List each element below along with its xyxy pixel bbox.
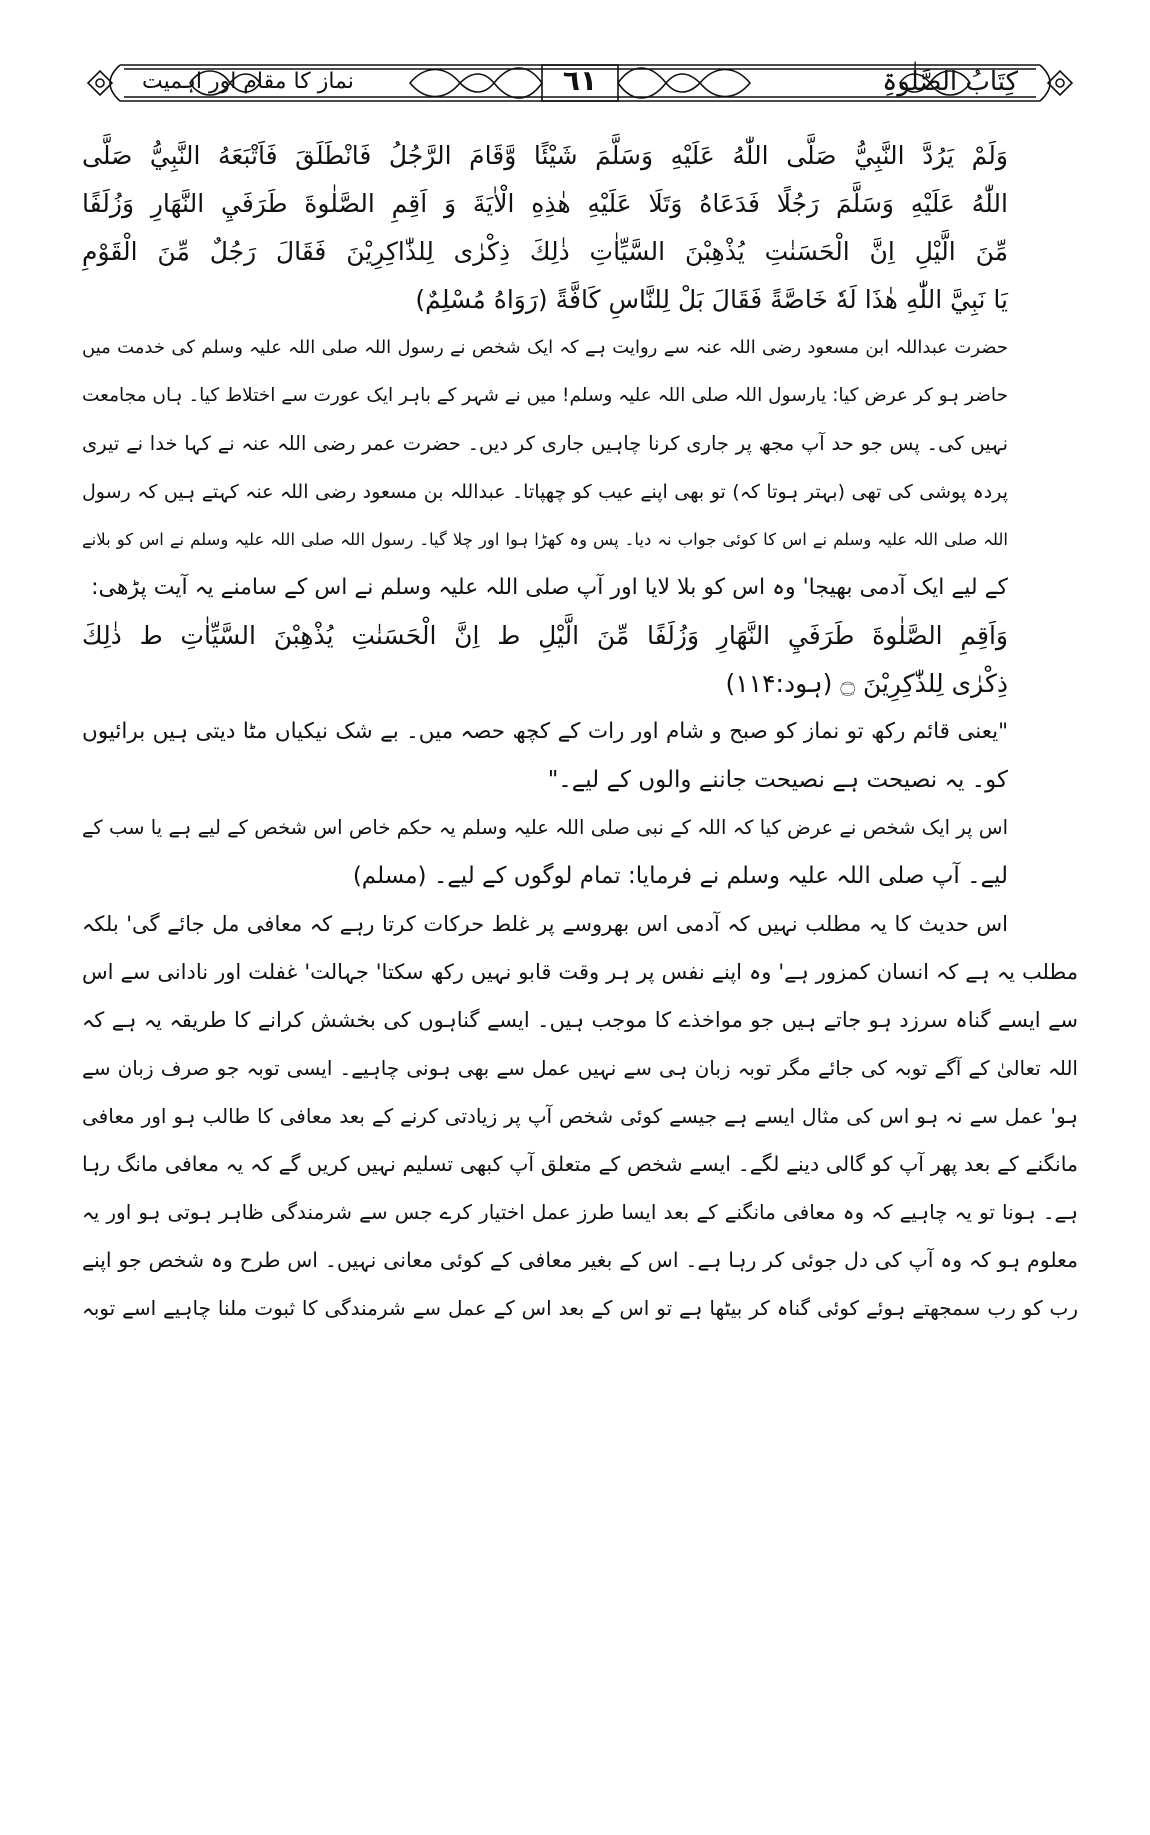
text-line: اس حدیث کا یہ مطلب نہیں کہ آدمی اس بھروسے پر غلط حرکات کرتا رہے کہ معافی مل جائے گی' بلکہ bbox=[82, 912, 1008, 936]
page-number: ٦١ bbox=[562, 64, 598, 97]
text-line: مانگنے کے بعد پھر آپ کو گالی دینے لگے۔ ایسے شخص کے متعلق آپ کبھی تسلیم نہیں کریں گے کہ یہ معافی مانگ رہا bbox=[82, 1152, 1078, 1176]
page-body bbox=[82, 132, 1078, 1332]
text-line: سے ایسے گناہ سرزد ہو جاتے ہیں جو مواخذے کا موجب ہیں۔ ایسے گناہوں کی بخشش کرانے کا طریقہ یہ ہے کہ bbox=[82, 1008, 1078, 1032]
text-line: مطلب یہ ہے کہ انسان کمزور ہے' وہ اپنے نفس پر ہر وقت قابو نہیں رکھ سکتا' جہالت' غفلت اور نادانی سے اس bbox=[82, 960, 1078, 984]
text-line: وَلَمْ يَرُدَّ النَّبِيُّ صَلَّى اللّٰهُ عَلَيْهِ وَسَلَّمَ شَيْئًا وَّقَامَ الرَّجُلُ فَانْطَلَقَ فَاَتْبَعَهُ النَّبِيُّ صَلَّى bbox=[82, 141, 1008, 170]
text-line: ہے۔ ہونا تو یہ چاہیے کہ وہ معافی مانگنے کے بعد ایسا طرز عمل اختیار کرے جس سے شرمندگی ظاہر ہوتی ہو اور یہ bbox=[82, 1200, 1078, 1224]
text-line: اللہ صلی اللہ علیہ وسلم نے اس کا کوئی جواب نہ دیا۔ پس وہ کھڑا ہوا اور چلا گیا۔ رسول اللہ صلی اللہ علیہ وسلم نے اس کو بلانے bbox=[82, 530, 1008, 549]
text-line: اس پر ایک شخص نے عرض کیا کہ اللہ کے نبی صلی اللہ علیہ وسلم یہ حکم خاص اس شخص کے لیے ہے یا سب کے bbox=[82, 816, 1008, 839]
text-line: لیے۔ آپ صلی اللہ علیہ وسلم نے فرمایا: تمام لوگوں کے لیے۔ (مسلم) bbox=[352, 863, 1008, 889]
text-line: اللہ تعالیٰ کے آگے توبہ کی جائے مگر توبہ زبان ہی سے نہیں عمل سے بھی ہونی چاہیے۔ ایسی توبہ جو صرف زبان سے bbox=[82, 1056, 1078, 1080]
text-line: يَا نَبِيَّ اللّٰهِ هٰذَا لَهٗ خَاصَّةً فَقَالَ بَلْ لِلنَّاسِ كَافَّةً (رَوَاهُ مُسْلِمٌ) bbox=[415, 285, 1008, 314]
text-line: حضرت عبداللہ ابن مسعود رضی اللہ عنہ سے روایت ہے کہ ایک شخص نے رسول اللہ صلی اللہ علیہ وسلم کی خدمت میں bbox=[82, 337, 1008, 358]
text-line: حاضر ہو کر عرض کیا: یارسول اللہ صلی اللہ علیہ وسلم! میں نے شہر کے باہر ایک عورت سے اختلاط کیا۔ ہاں مجامعت bbox=[82, 385, 1008, 406]
text-line: کے لیے ایک آدمی بھیجا' وہ اس کو بلا لایا اور آپ صلی اللہ علیہ وسلم نے اس کے سامنے یہ آیت پڑھی: bbox=[91, 575, 1008, 600]
text-line: اللّٰهُ عَلَيْهِ وَسَلَّمَ رَجُلًا فَدَعَاهُ وَتَلَا عَلَيْهِ هٰذِهِ الْاٰيَةَ وَ اَقِمِ الصَّلٰوةَ طَرَفَيِ النَّهَارِ وَزُلَفًا bbox=[82, 189, 1008, 218]
text-line: رب کو رب سمجھتے ہوئے کوئی گناہ کر بیٹھا ہے تو اس کے بعد اس کے عمل سے شرمندگی کا ثبوت ملنا چاہیے اسے توبہ bbox=[82, 1296, 1078, 1320]
text-line: ذِكْرٰى لِلذّٰكِرِيْنَ ۝ (ہود:۱۱۴) bbox=[725, 669, 1008, 698]
text-line: "یعنی قائم رکھ تو نماز کو صبح و شام اور رات کے کچھ حصہ میں۔ بے شک نیکیاں مٹا دیتی ہیں برائیوں bbox=[82, 719, 1008, 744]
text-line: مِّنَ الَّيْلِ اِنَّ الْحَسَنٰتِ يُذْهِبْنَ السَّيِّاٰتِ ذٰلِكَ ذِكْرٰى لِلذّٰاكِرِيْنَ فَقَالَ رَجُلٌ مِّنَ الْقَوْمِ bbox=[82, 237, 1008, 266]
text-line: ہو' عمل سے نہ ہو اس کی مثال ایسے ہے جیسے کوئی شخص آپ پر زیادتی کرنے کے بعد معافی کا طالب ہو اور معافی bbox=[82, 1104, 1078, 1128]
text-line: وَاَقِمِ الصَّلٰوةَ طَرَفَيِ النَّهَارِ وَزُلَفًا مِّنَ الَّيْلِ ط اِنَّ الْحَسَنٰتِ يُذْهِبْنَ السَّيِّاٰتِ ط ذٰلِكَ bbox=[82, 621, 1008, 650]
text-line: کو۔ یہ نصیحت ہے نصیحت جاننے والوں کے لیے۔" bbox=[547, 767, 1008, 793]
text-line: معلوم ہو کہ وہ آپ کی دل جوئی کر رہا ہے۔ اس کے بغیر معافی کے کوئی معانی نہیں۔ اس طرح وہ شخص جو اپنے bbox=[82, 1248, 1078, 1272]
text-line: نہیں کی۔ پس جو حد آپ مجھ پر جاری کرنا چاہیں جاری کر دیں۔ حضرت عمر رضی اللہ عنہ نے کہا خدا نے تیری bbox=[82, 432, 1008, 455]
page-header bbox=[80, 55, 1080, 111]
book-title: کِتَابُ الصَّلٰوۃِ bbox=[882, 67, 1018, 97]
text-line: پردہ پوشی کی تھی (بہتر ہوتا کہ) تو بھی اپنے عیب کو چھپاتا۔ عبداللہ بن مسعود رضی اللہ عنہ کہتے ہیں کہ رسول bbox=[82, 481, 1008, 503]
chapter-title: نماز کا مقام اور اہمیت bbox=[142, 69, 354, 94]
